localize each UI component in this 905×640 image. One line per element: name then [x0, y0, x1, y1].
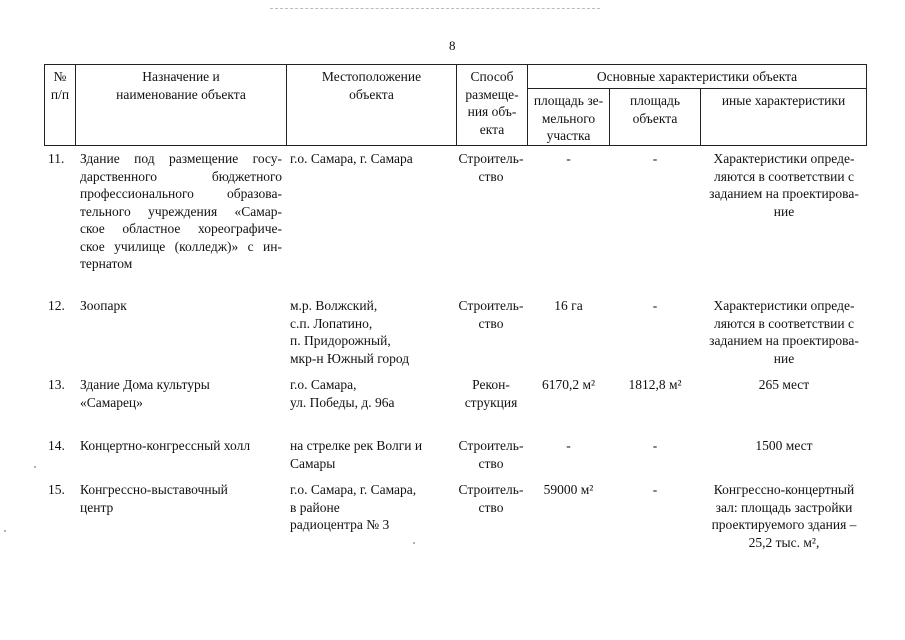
header-land-area: площадь зе- мельного участка: [533, 93, 604, 143]
row-number: 12.: [48, 298, 65, 313]
row-object-area: -: [652, 151, 658, 166]
row-method: Строитель- ство: [458, 438, 524, 471]
row-other: Характеристики опреде- ляются в соответствии с заданием на проектирова- ние: [709, 151, 859, 219]
header-other-characteristics: иные характеристики: [721, 93, 846, 108]
page-number: 8: [449, 38, 456, 53]
row-name: Здание под размещение госу- дарственного бюджетного профессионального образова- тельного учреждения «Самар- ское областное хореографиче- ское училище (колледж)» с ин- тернатом: [80, 151, 282, 271]
row-name: Здание Дома культуры «Самарец»: [80, 377, 210, 410]
row-method: Строитель- ство: [458, 482, 524, 515]
scan-speck: [4, 530, 6, 532]
row-other: 1500 мест: [755, 438, 813, 453]
row-object-area: -: [652, 438, 658, 453]
row-location: г.о. Самара, г. Самара, в районе радиоцентра № 3: [290, 482, 417, 532]
row-method: Рекон- струкция: [464, 377, 518, 410]
header-main-characteristics: Основные характеристики объекта: [596, 69, 798, 84]
row-location: на стрелке рек Волги и Самары: [290, 438, 423, 471]
scan-top-rule: [270, 8, 600, 9]
row-location: г.о. Самара, ул. Победы, д. 96а: [290, 377, 395, 410]
row-land-area: -: [566, 151, 571, 166]
row-land-area: 6170,2 м²: [541, 377, 596, 392]
row-land-area: 16 га: [554, 298, 583, 313]
header-object-area: площадь объекта: [629, 93, 681, 126]
row-method: Строитель- ство: [458, 298, 524, 331]
row-name: Зоопарк: [80, 298, 127, 313]
scan-speck: [34, 466, 36, 468]
row-method: Строитель- ство: [458, 151, 524, 184]
row-location: м.р. Волжский, с.п. Лопатино, п. Придорожный, мкр-н Южный город: [290, 298, 410, 366]
row-number: 14.: [48, 438, 65, 453]
row-other: Конгрессно-концертный зал: площадь застройки проектируемого здания – 25,2 тыс. м²,: [711, 482, 857, 550]
header-purpose: Назначение и наименование объекта: [116, 69, 246, 102]
row-other: Характеристики опреде- ляются в соответствии с заданием на проектирова- ние: [709, 298, 859, 366]
row-object-area: -: [652, 482, 658, 497]
row-number: 11.: [48, 151, 65, 166]
scan-speck: [413, 542, 415, 544]
row-object-area: 1812,8 м²: [628, 377, 682, 392]
row-land-area: 59000 м²: [543, 482, 594, 497]
row-object-area: -: [652, 298, 658, 313]
row-number: 15.: [48, 482, 65, 497]
header-location: Местоположение объекта: [321, 69, 422, 102]
row-name: Концертно-конгрессный холл: [80, 438, 251, 453]
header-num: № п/п: [50, 69, 70, 102]
header-method: Способ размеще- ния объ- екта: [465, 69, 519, 137]
row-land-area: -: [566, 438, 571, 453]
row-location: г.о. Самара, г. Самара: [290, 151, 413, 166]
row-number: 13.: [48, 377, 65, 392]
row-other: 265 мест: [758, 377, 810, 392]
row-name: Конгрессно-выставочный центр: [80, 482, 228, 515]
